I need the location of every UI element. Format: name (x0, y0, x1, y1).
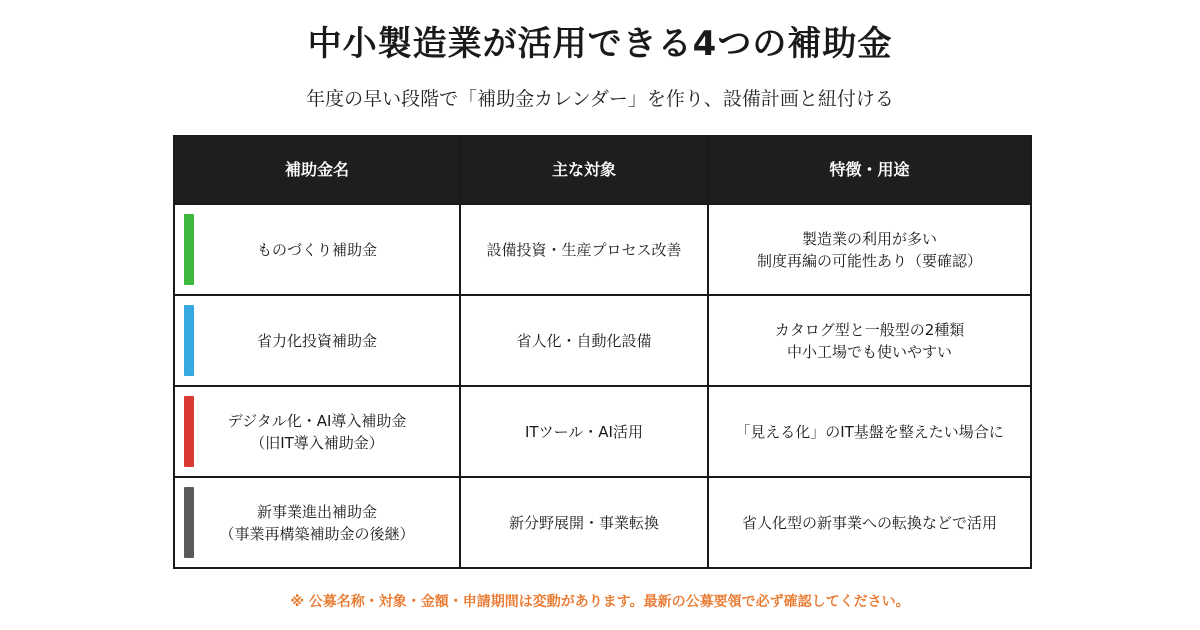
feature-text: 制度再編の可能性あり（要確認） (756, 251, 982, 270)
target-cell (460, 386, 708, 477)
table-header-row (174, 136, 1031, 204)
target-text: 新分野展開・事業転換 (508, 513, 659, 532)
page-subtitle: 年度の早い段階で「補助金カレンダー」を作り、設備計画と紐付ける (306, 88, 894, 110)
target-text: ITツール・AI活用 (525, 422, 643, 441)
feature-text: 製造業の利用が多い (801, 229, 937, 248)
page-title: 中小製造業が活用できる4つの補助金 (307, 24, 893, 64)
feature-cell (708, 204, 1031, 295)
feature-text: カタログ型と一般型の2種類 (774, 320, 965, 339)
subsidy-name: デジタル化・AI導入補助金 (227, 411, 407, 430)
table-row (174, 386, 1031, 477)
target-cell (460, 295, 708, 386)
table-row (174, 295, 1031, 386)
header-features: 特徴・用途 (708, 136, 1031, 204)
target-cell (460, 477, 708, 568)
subsidy-name-cell (174, 295, 460, 386)
header-subsidy-name: 補助金名 (174, 136, 460, 204)
table-row (174, 477, 1031, 568)
target-text: 省人化・自動化設備 (516, 331, 652, 350)
feature-cell (708, 477, 1031, 568)
feature-cell (708, 295, 1031, 386)
subsidy-name-cell (174, 477, 460, 568)
header-main-target: 主な対象 (460, 136, 708, 204)
subsidy-name: 省力化投資補助金 (256, 331, 377, 350)
table-row (174, 204, 1031, 295)
subsidy-name-note: （事業再構築補助金の後継） (219, 524, 415, 543)
subsidy-name-note: （旧IT導入補助金） (250, 433, 384, 452)
subsidy-name-cell (174, 204, 460, 295)
target-cell (460, 204, 708, 295)
footnote: ※ 公募名称・対象・金額・申請期間は変動があります。最新の公募要領で必ず確認してください。 (290, 594, 910, 610)
subsidy-name: 新事業進出補助金 (256, 502, 377, 521)
color-accent-bar (184, 214, 194, 285)
feature-text: 中小工場でも使いやすい (786, 342, 952, 361)
feature-text: 省人化型の新事業への転換などで活用 (741, 513, 997, 532)
color-accent-bar (184, 305, 194, 376)
color-accent-bar (184, 487, 194, 558)
feature-cell (708, 386, 1031, 477)
color-accent-bar (184, 396, 194, 467)
subsidy-table (173, 135, 1032, 569)
subsidy-name: ものづくり補助金 (256, 240, 377, 259)
target-text: 設備投資・生産プロセス改善 (486, 240, 682, 259)
feature-text: 「見える化」のIT基盤を整えたい場合に (735, 422, 1004, 441)
subsidy-name-cell (174, 386, 460, 477)
